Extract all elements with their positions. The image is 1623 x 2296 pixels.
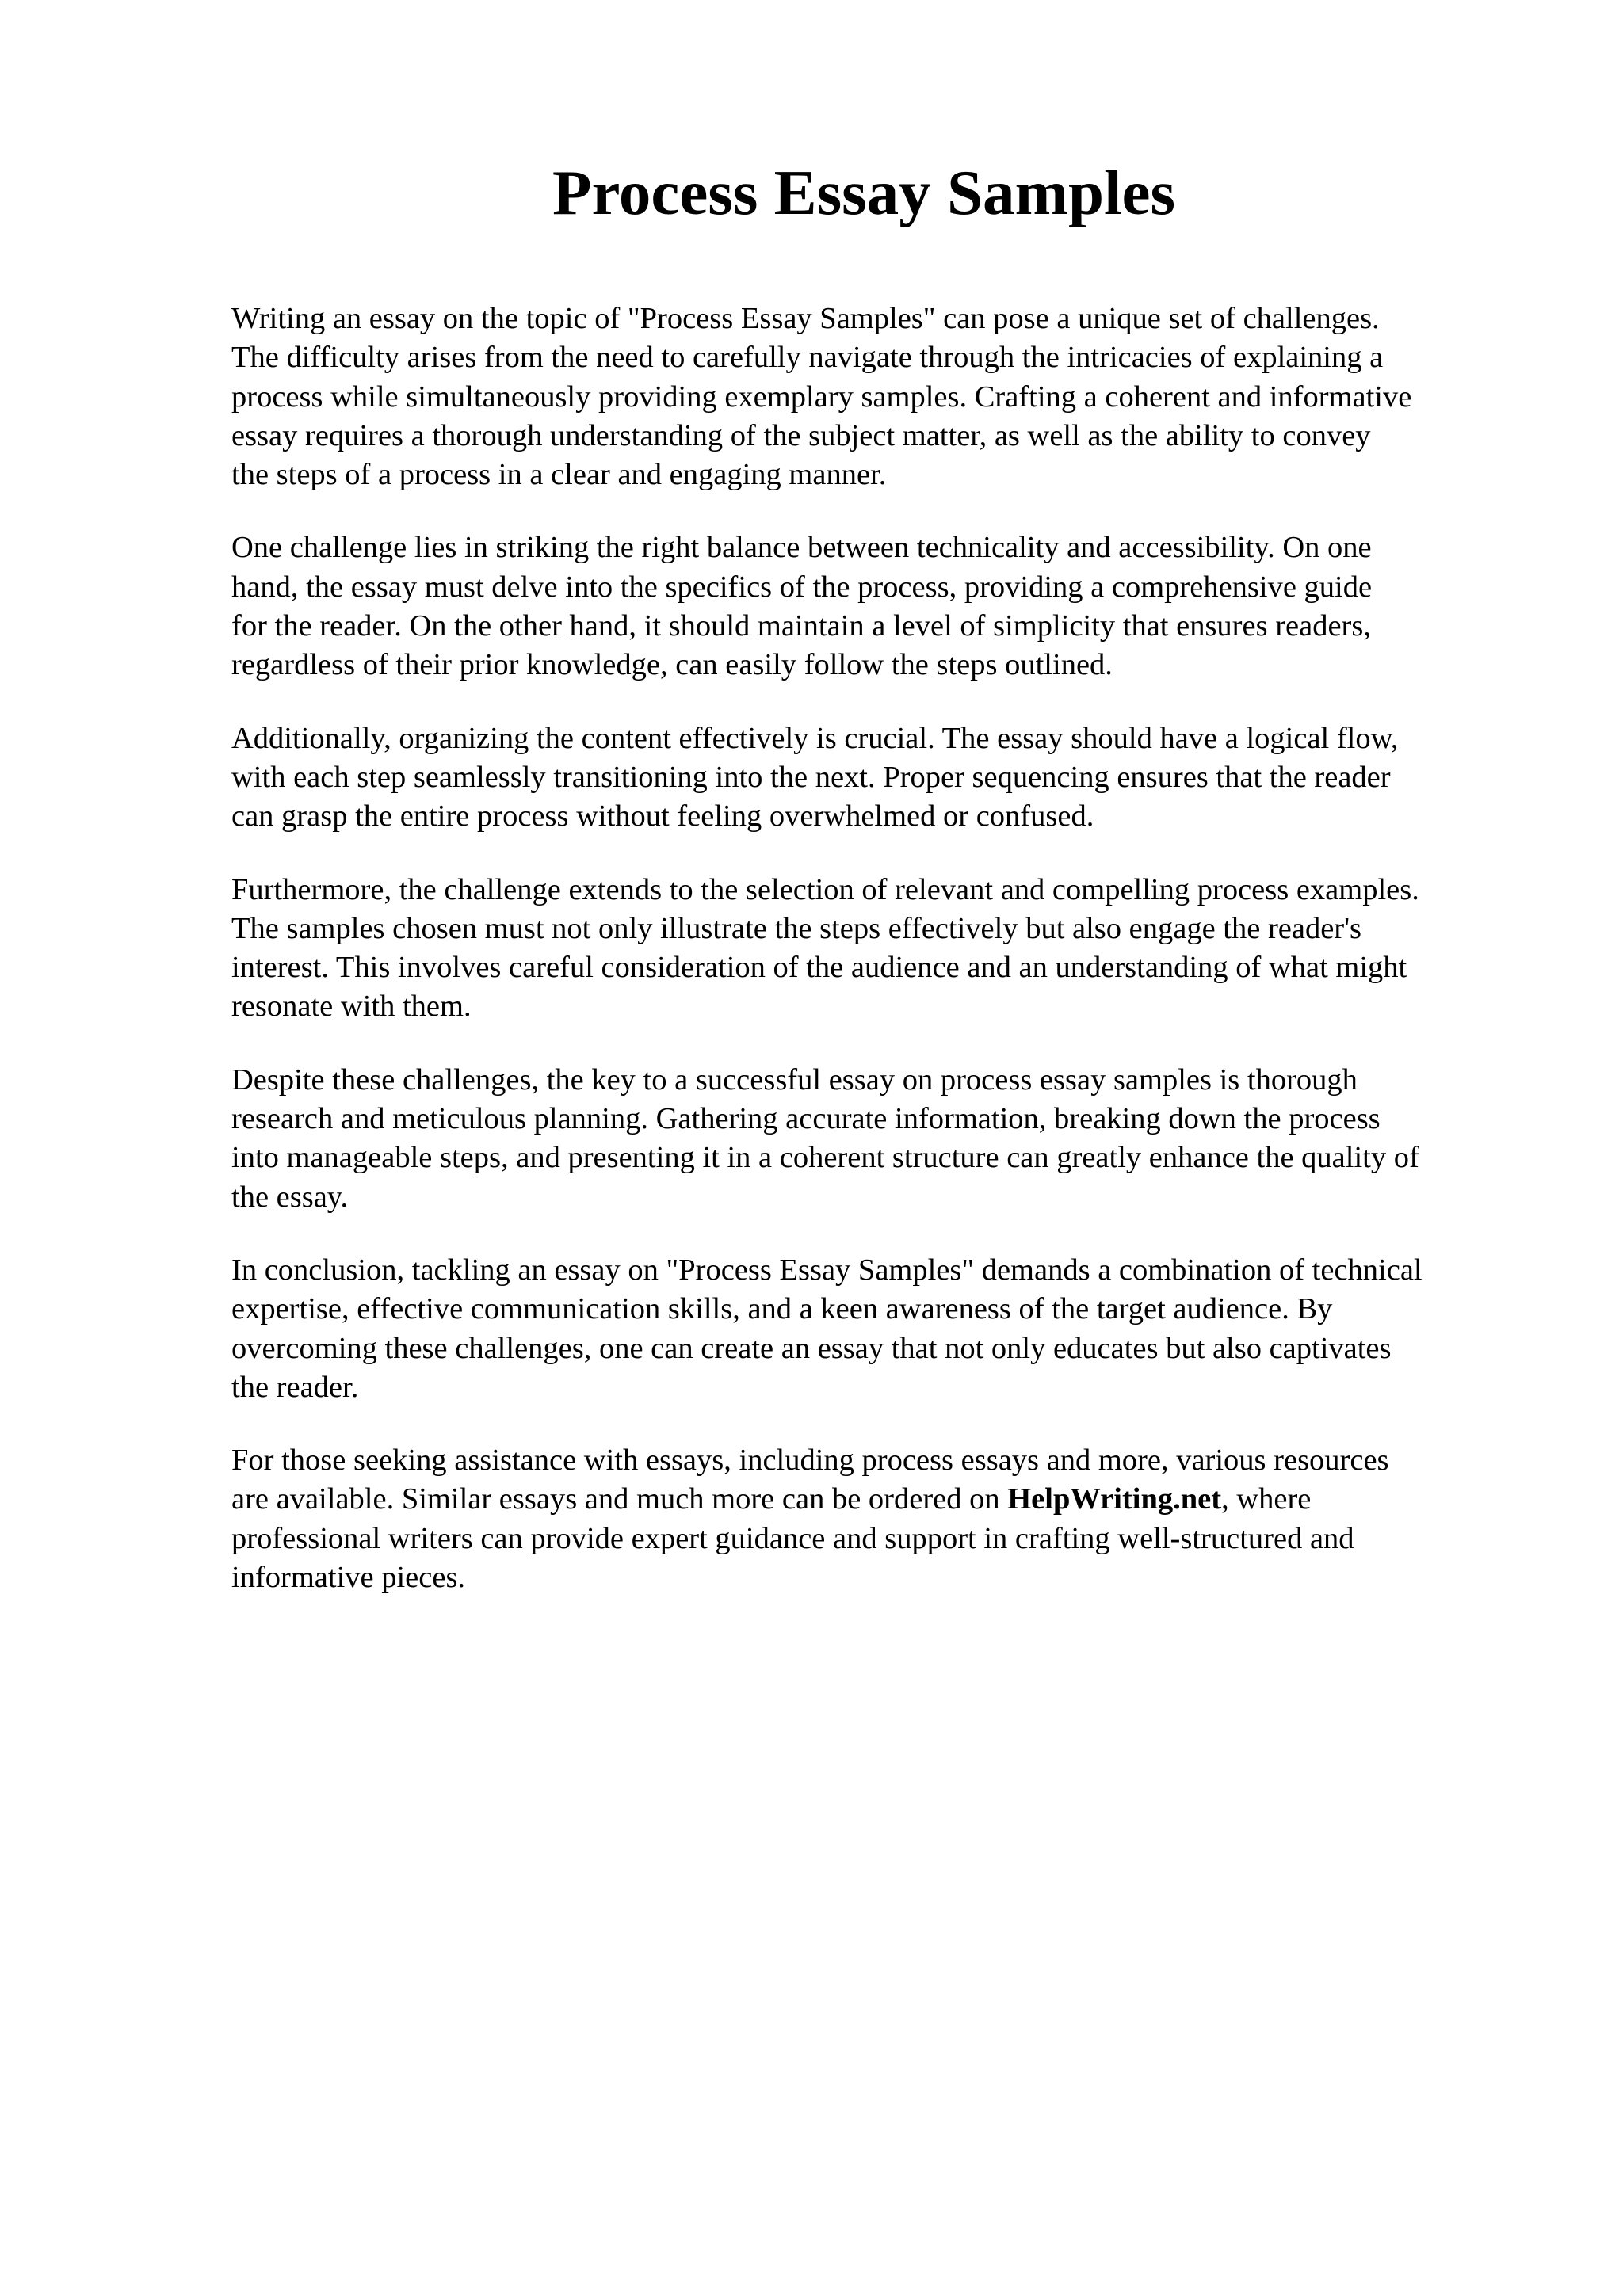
- paragraph-6: [231, 1251, 1531, 1407]
- paragraph-line: Writing an essay on the topic of "Process Essay Samples" can pose a unique set of challenges.: [231, 302, 1380, 335]
- paragraph-line: [231, 1480, 1531, 1519]
- paragraph-line: regardless of their prior knowledge, can easily follow the steps outlined.: [231, 648, 1113, 682]
- paragraph-line: interest. This involves careful consideration of the audience and an understanding of what might: [231, 951, 1407, 985]
- paragraph-line: resonate with them.: [231, 990, 472, 1024]
- paragraph-line: the essay.: [231, 1180, 349, 1214]
- paragraph-line: informative pieces.: [231, 1561, 466, 1595]
- paragraph-line: research and meticulous planning. Gathering accurate information, breaking down the process: [231, 1102, 1381, 1136]
- document-body: [231, 299, 1531, 1631]
- paragraph-line: For those seeking assistance with essays, including process essays and more, various resources: [231, 1444, 1389, 1478]
- paragraph-line: Additionally, organizing the content effectively is crucial. The essay should have a logical flow,: [231, 721, 1399, 755]
- paragraph-5: [231, 1061, 1531, 1217]
- paragraph-line: process while simultaneously providing exemplary samples. Crafting a coherent and informative: [231, 379, 1412, 414]
- closing-text-after-brand: , where: [1221, 1482, 1312, 1516]
- paragraph-line: professional writers can provide expert guidance and support in crafting well-structured and: [231, 1521, 1354, 1555]
- paragraph-line: The difficulty arises from the need to carefully navigate through the intricacies of explaining a: [231, 341, 1384, 375]
- paragraph-line: for the reader. On the other hand, it should maintain a level of simplicity that ensures readers,: [231, 609, 1371, 643]
- paragraph-line: Furthermore, the challenge extends to the selection of relevant and compelling process examples.: [231, 872, 1419, 906]
- closing-text-before-brand: are available. Similar essays and much more can be ordered on: [231, 1482, 1008, 1516]
- paragraph-line: the steps of a process in a clear and engaging manner.: [231, 458, 887, 492]
- paragraph-line: essay requires a thorough understanding of the subject matter, as well as the ability to convey: [231, 418, 1371, 452]
- paragraph-line: One challenge lies in striking the right balance between technicality and accessibility. On one: [231, 531, 1372, 565]
- paragraph-line: the reader.: [231, 1370, 359, 1404]
- paragraph-3: [231, 719, 1531, 837]
- paragraph-line: hand, the essay must delve into the specifics of the process, providing a comprehensive guide: [231, 570, 1373, 604]
- helpwriting-brand-name: HelpWriting.net: [1007, 1482, 1222, 1516]
- paragraph-line: can grasp the entire process without feeling overwhelmed or confused.: [231, 799, 1094, 833]
- paragraph-line: Despite these challenges, the key to a successful essay on process essay samples is thorough: [231, 1062, 1358, 1097]
- document-title: Process Essay Samples: [552, 157, 1176, 228]
- closing-paragraph: [231, 1441, 1531, 1597]
- paragraph-line: expertise, effective communication skills, and a keen awareness of the target audience. By: [231, 1292, 1333, 1326]
- paragraph-line: overcoming these challenges, one can create an essay that not only educates but also captivates: [231, 1331, 1392, 1365]
- paragraph-2: [231, 528, 1531, 685]
- paragraph-1: [231, 299, 1531, 494]
- paragraph-line: In conclusion, tackling an essay on "Process Essay Samples" demands a combination of technical: [231, 1253, 1423, 1287]
- paragraph-line: into manageable steps, and presenting it in a coherent structure can greatly enhance the quality of: [231, 1141, 1419, 1175]
- paragraph-line: with each step seamlessly transitioning into the next. Proper sequencing ensures that the reader: [231, 760, 1391, 794]
- paragraph-4: [231, 871, 1531, 1027]
- paragraph-line: The samples chosen must not only illustrate the steps effectively but also engage the reader's: [231, 911, 1362, 945]
